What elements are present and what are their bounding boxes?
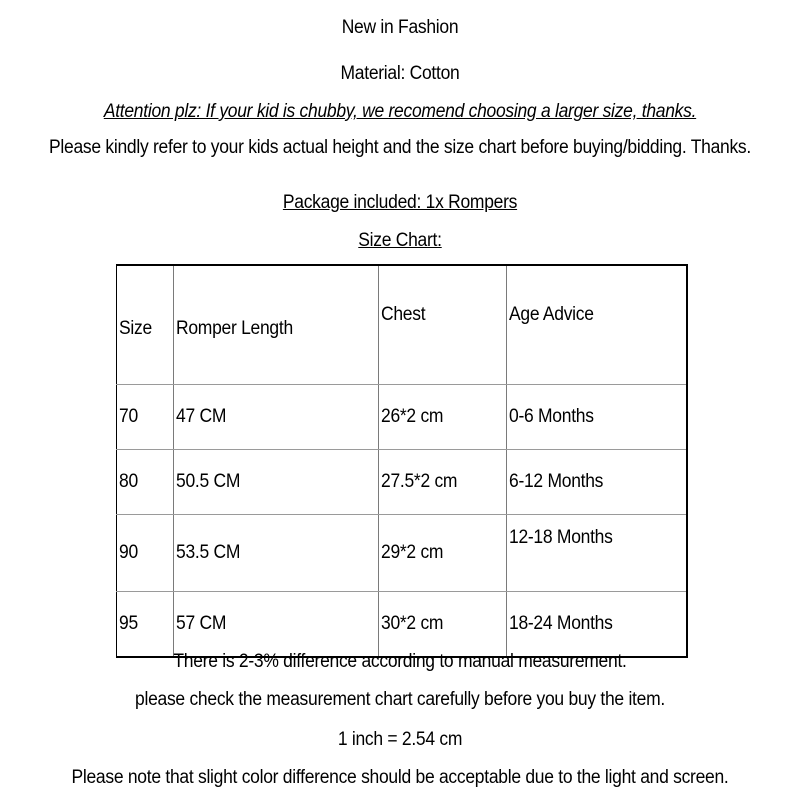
difference-note: There is 2-3% difference according to manual measurement.: [173, 651, 627, 672]
table-cell: 12-18 Months: [507, 515, 687, 592]
package-included: Package included: 1x Rompers: [282, 192, 518, 213]
color-note: Please note that slight color difference should be acceptable due to the light and screen.: [71, 767, 729, 788]
table-cell: 26*2 cm: [379, 385, 507, 450]
conversion-note: 1 inch = 2.54 cm: [337, 729, 463, 750]
refer-note: Please kindly refer to your kids actual height and the size chart before buying/bidding. Thanks.: [49, 137, 751, 158]
table-header-row: [117, 265, 687, 385]
column-header: Size: [117, 265, 174, 385]
table-cell: 30*2 cm: [379, 592, 507, 658]
table-cell: 27.5*2 cm: [379, 450, 507, 515]
table-cell: 47 CM: [174, 385, 379, 450]
table-cell: 95: [117, 592, 174, 658]
table-cell: 50.5 CM: [174, 450, 379, 515]
column-header: Romper Length: [174, 265, 379, 385]
attention-note: Attention plz: If your kid is chubby, we recomend choosing a larger size, thanks.: [103, 101, 697, 122]
size-chart-heading: Size Chart:: [358, 230, 442, 251]
check-note: please check the measurement chart carefully before you buy the item.: [135, 689, 665, 710]
table-cell: 0-6 Months: [507, 385, 687, 450]
table-cell: 57 CM: [174, 592, 379, 658]
table-row: [117, 385, 687, 450]
table-row: [117, 450, 687, 515]
table-cell: 29*2 cm: [379, 515, 507, 592]
column-header: Age Advice: [507, 265, 687, 385]
table-row: [117, 515, 687, 592]
table-cell: 90: [117, 515, 174, 592]
column-header: Chest: [379, 265, 507, 385]
table-cell: 6-12 Months: [507, 450, 687, 515]
product-title: New in Fashion: [341, 17, 459, 38]
table-cell: 80: [117, 450, 174, 515]
table-row: [117, 592, 687, 658]
table-cell: 18-24 Months: [507, 592, 687, 658]
size-chart-table: [116, 264, 688, 658]
table-cell: 53.5 CM: [174, 515, 379, 592]
table-cell: 70: [117, 385, 174, 450]
material-line: Material: Cotton: [340, 63, 460, 84]
